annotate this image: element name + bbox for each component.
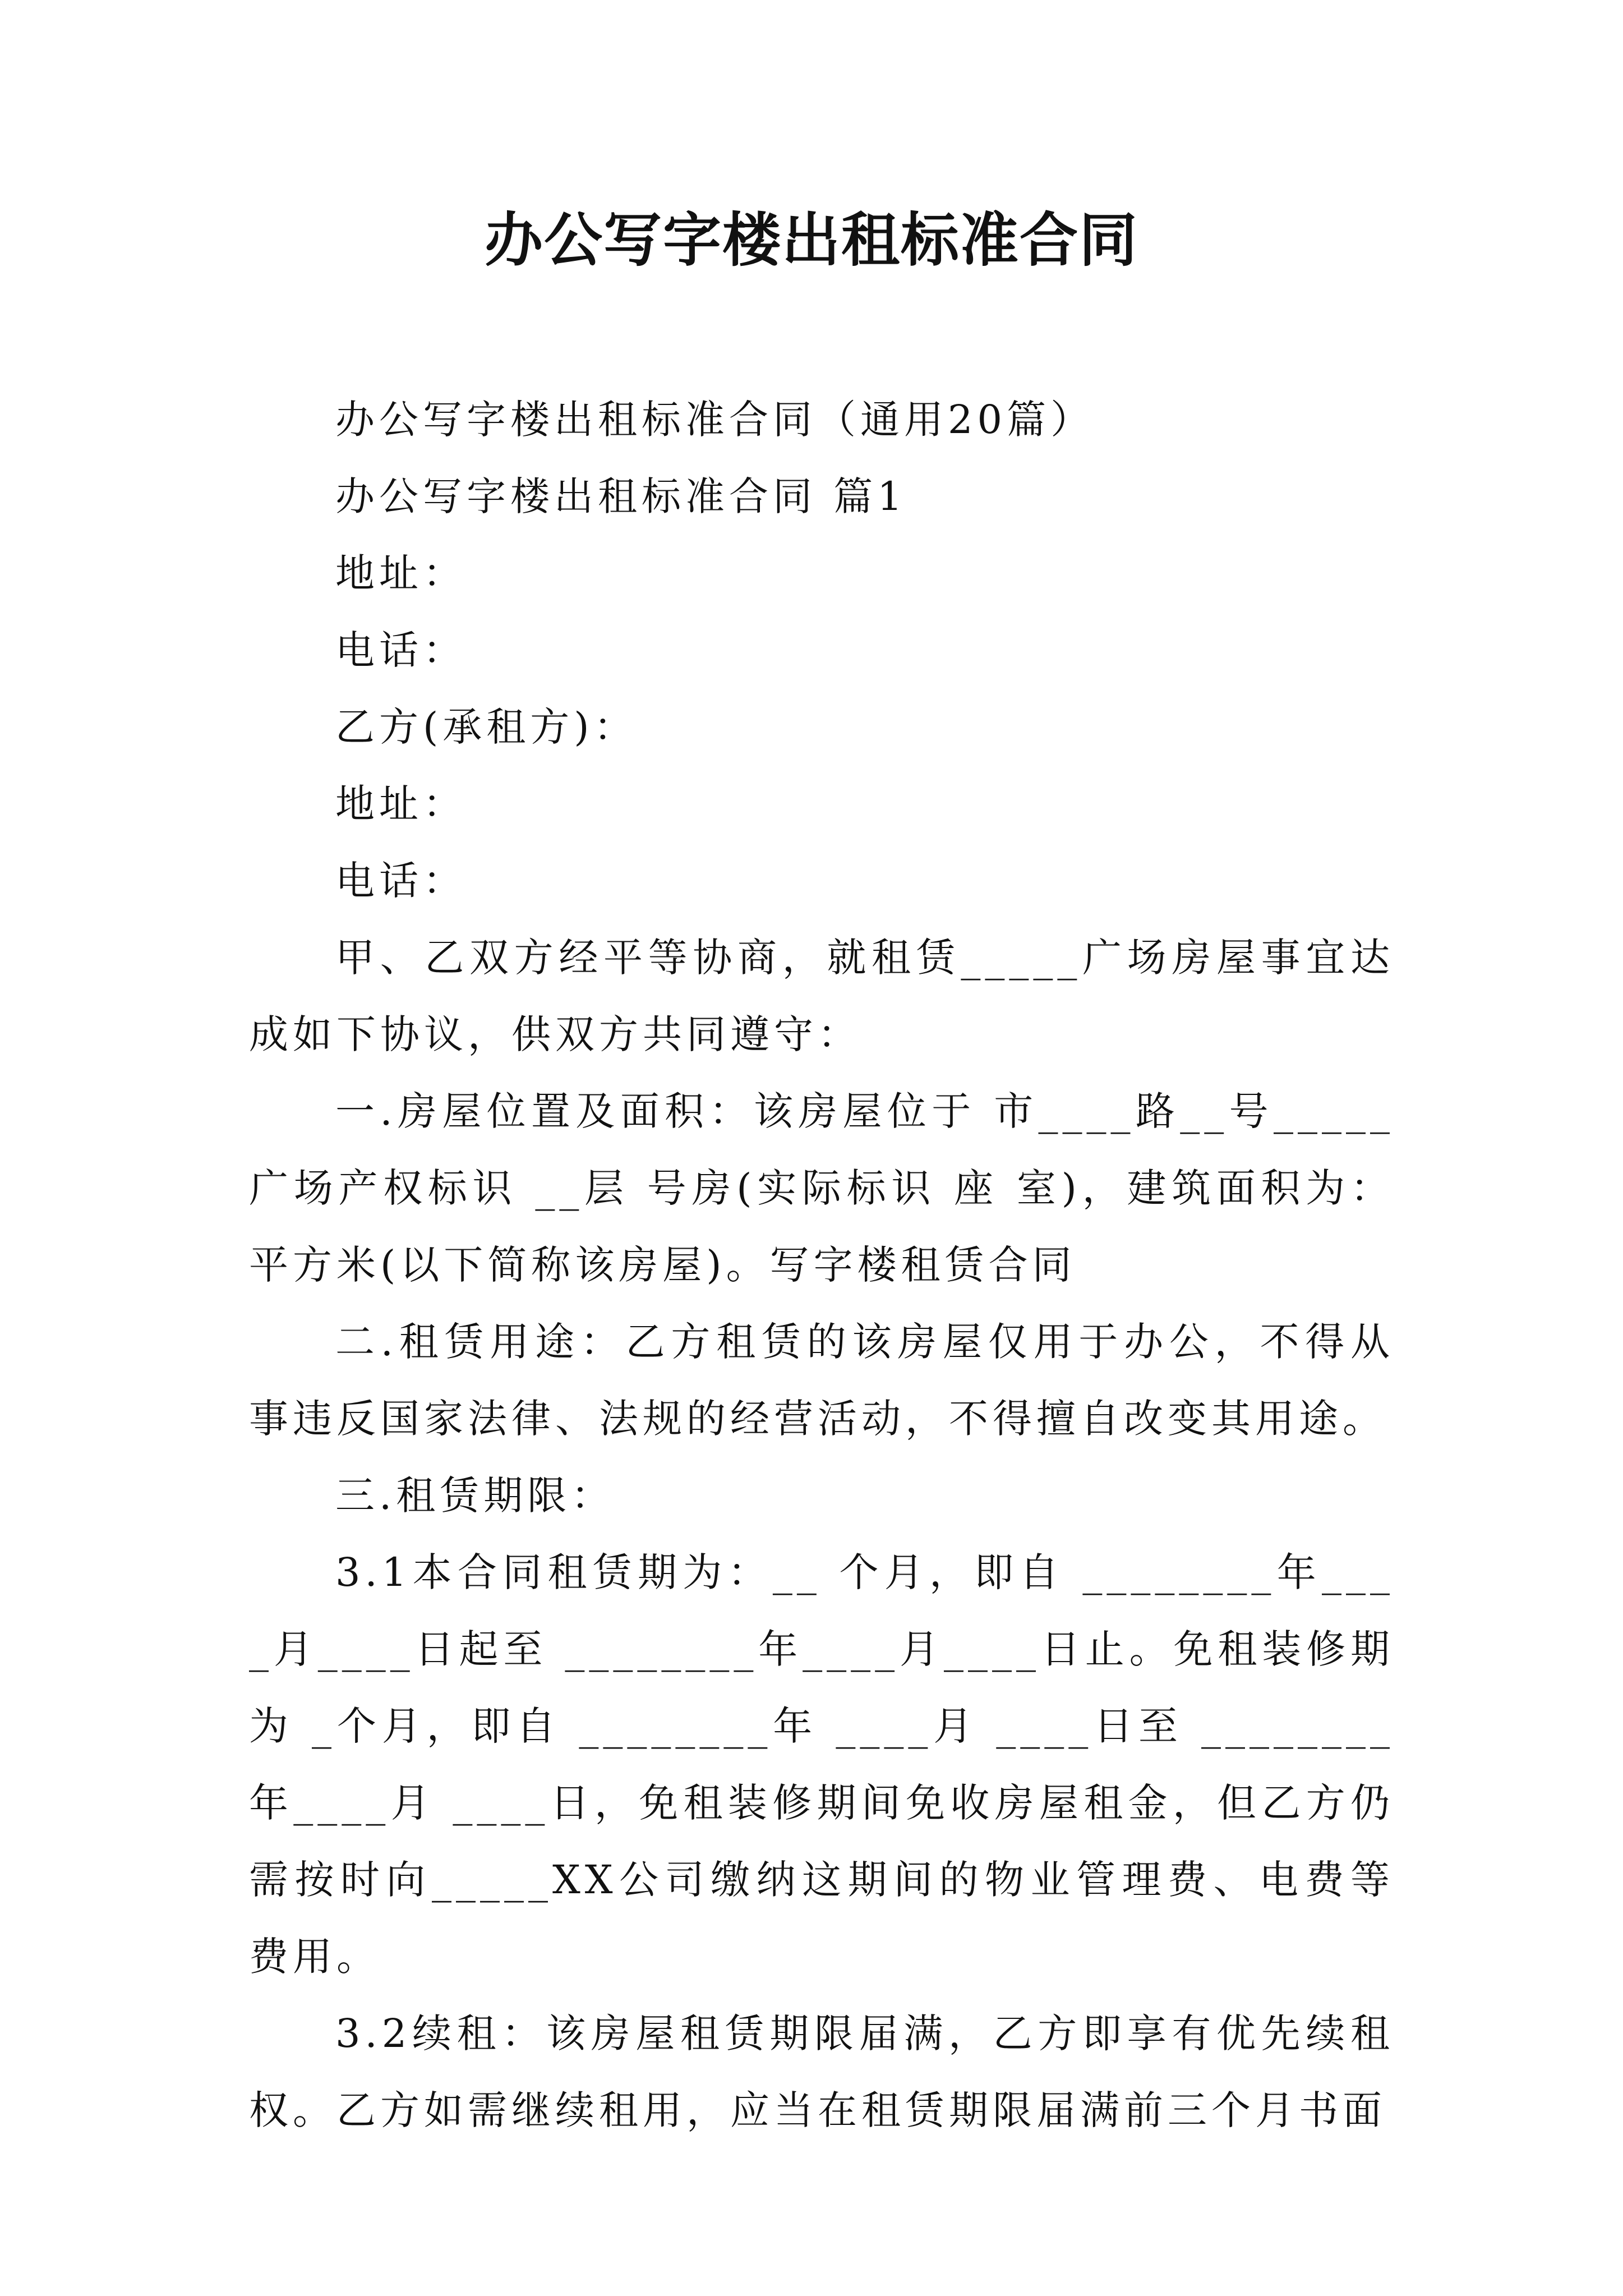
paragraph-agreement-intro: 甲、乙双方经平等协商，就租赁_____广场房屋事宜达成如下协议，供双方共同遵守：: [249, 935, 1394, 1057]
paragraph-subtitle: 办公写字楼出租标准合同（通用20篇）: [335, 397, 1095, 443]
paragraph-clause-3: 三.租赁期限：: [335, 1473, 615, 1519]
paragraph-clause-3-2: 3.2续租：该房屋租赁期限届满，乙方即享有优先续租权。乙方如需继续租用，应当在租赁期限届满前三个月书面: [249, 2010, 1394, 2133]
paragraph-party-b: 乙方(承租方)：: [335, 704, 638, 750]
paragraph-clause-2: 二.租赁用途：乙方租赁的该房屋仅用于办公，不得从事违反国家法律、法规的经营活动，不得擅自改变其用途。: [249, 1319, 1394, 1442]
paragraph-phone-b: 电话：: [335, 858, 467, 904]
paragraph-phone-a: 电话：: [335, 627, 467, 673]
paragraph-section-heading: 办公写字楼出租标准合同 篇1: [335, 473, 907, 519]
paragraph-clause-3-1: 3.1本合同租赁期为：__ 个月，即自 ________年____月____日起至 ________年____月____日止。免租装修期为 _个月，即自 ________年 ____月 ____日至 ________年____月 ____日，免租装修期间免收房屋租金，但乙方仍需按时向_____XX公司缴纳这期间的物业管理费、电费等费用。: [249, 1549, 1394, 1980]
paragraph-address-b: 地址：: [335, 781, 467, 827]
document-title: 办公写字楼出租标准合同: [484, 205, 1138, 274]
document-body: [249, 381, 1394, 2149]
paragraph-clause-1: 一.房屋位置及面积：该房屋位于 市____路__号_____广场产权标识 __层 号房(实际标识 座 室)，建筑面积为：平方米(以下简称该房屋)。写字楼租赁合同: [249, 1088, 1394, 1288]
paragraph-address-a: 地址：: [335, 550, 467, 596]
